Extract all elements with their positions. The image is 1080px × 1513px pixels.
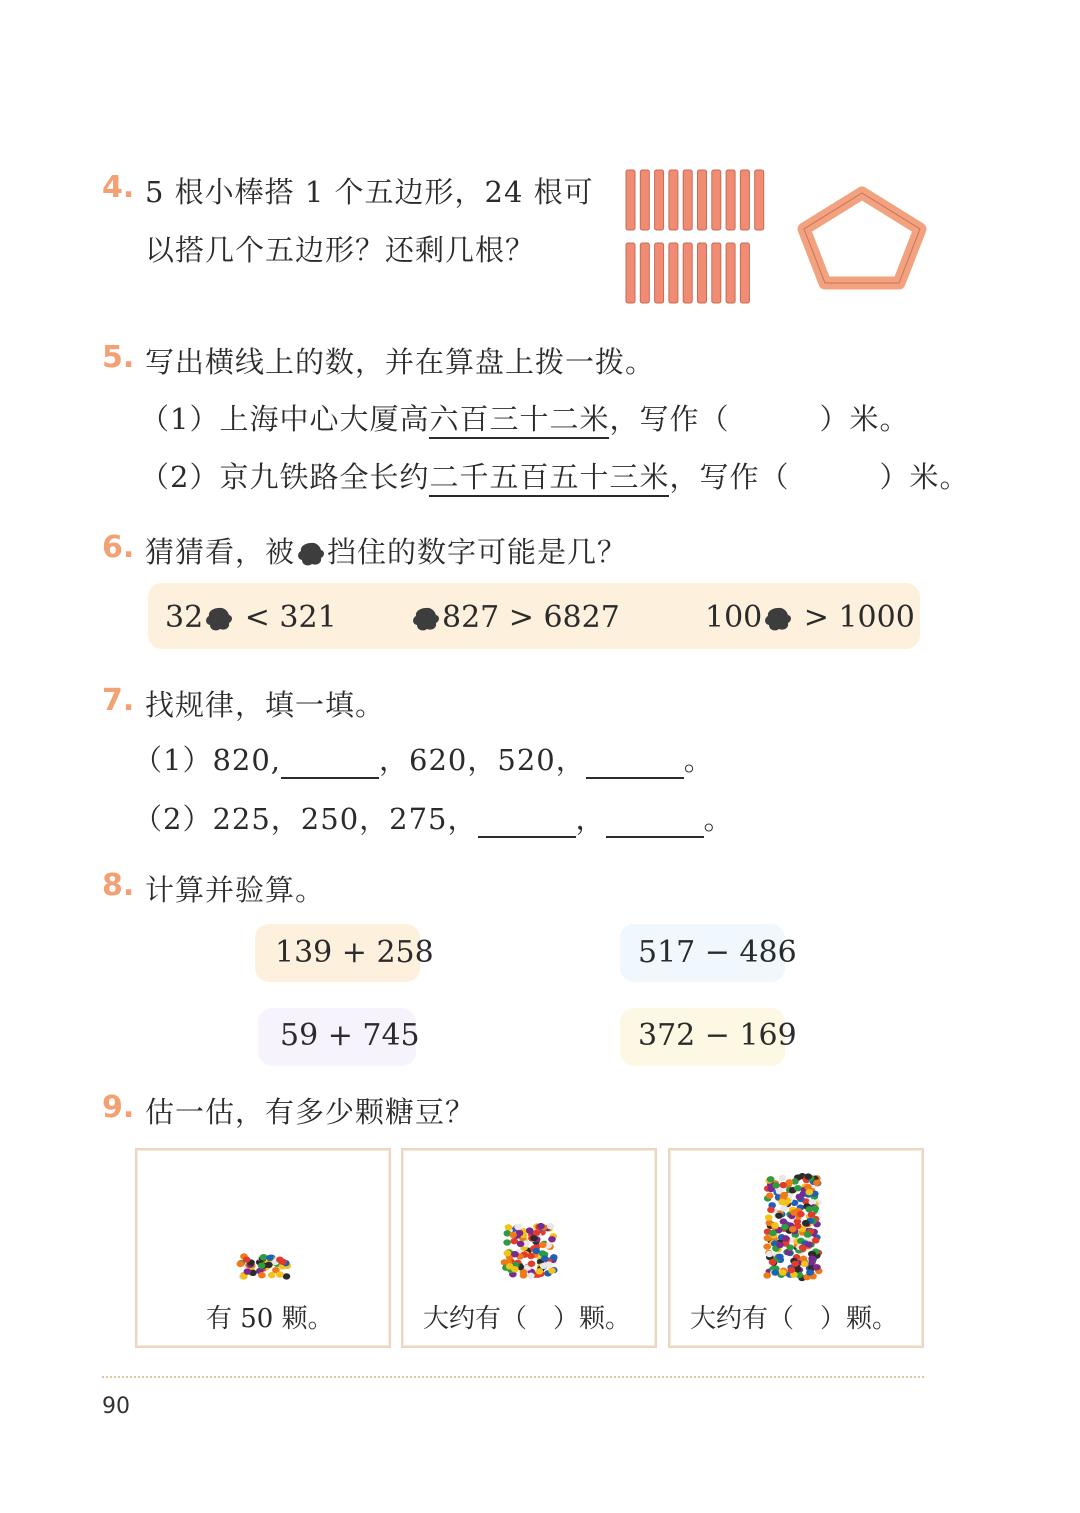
candy xyxy=(769,1259,777,1265)
candy xyxy=(771,1269,779,1275)
candy xyxy=(776,1242,784,1248)
candy xyxy=(767,1176,775,1182)
candy xyxy=(779,1175,787,1181)
caption-3[interactable]: 大约有（ ）颗。 xyxy=(690,1304,899,1334)
candy xyxy=(268,1272,276,1278)
candy xyxy=(276,1257,284,1263)
candy xyxy=(782,1235,790,1241)
stick xyxy=(698,170,707,230)
candy xyxy=(550,1254,558,1260)
candy xyxy=(541,1255,549,1261)
stick-row-1 xyxy=(626,170,764,230)
candy xyxy=(765,1214,773,1220)
item-2-end: 。 xyxy=(703,802,734,836)
question-5-title: 写出横线上的数，并在算盘上拨一拨。 xyxy=(145,345,656,379)
stick xyxy=(712,170,721,230)
candy xyxy=(767,1207,775,1213)
candy xyxy=(514,1224,522,1230)
candy xyxy=(786,1244,794,1250)
candy xyxy=(802,1220,810,1226)
candy xyxy=(503,1239,511,1245)
question-7-item-2 xyxy=(133,797,734,838)
expression-1-after: < 321 xyxy=(235,600,337,635)
expression-2-after: 827 > 6827 xyxy=(442,600,620,635)
candy xyxy=(530,1235,538,1241)
candy xyxy=(244,1268,252,1274)
item-1-blank-2[interactable] xyxy=(586,747,684,779)
stick xyxy=(755,170,764,230)
question-6-title xyxy=(145,530,627,571)
question-7-title: 找规律，填一填。 xyxy=(145,688,386,722)
candy xyxy=(258,1272,266,1278)
expression-2 xyxy=(410,600,620,635)
item-1-middle: ，620，520， xyxy=(379,743,586,777)
question-number-7: 7. xyxy=(102,683,135,718)
stick xyxy=(640,243,649,303)
stick xyxy=(669,170,678,230)
candy xyxy=(547,1223,555,1229)
calc-2: 517 − 486 xyxy=(638,935,797,970)
candy xyxy=(539,1242,547,1248)
candy xyxy=(781,1224,789,1230)
pentagon-illustration xyxy=(795,185,930,290)
candy xyxy=(804,1173,812,1179)
candy xyxy=(548,1236,556,1242)
item-1-prefix: （1）上海中心大厦高 xyxy=(140,402,430,436)
candy xyxy=(540,1263,548,1269)
candy-jar-large xyxy=(763,1172,823,1282)
question-5-item-1 xyxy=(140,397,909,438)
candy xyxy=(799,1244,807,1250)
candy xyxy=(812,1205,820,1211)
candy xyxy=(243,1256,251,1262)
stick xyxy=(626,243,635,303)
candy xyxy=(537,1223,545,1229)
question-4-text-line2: 以搭几个五边形？还剩几根？ xyxy=(145,233,536,267)
candy xyxy=(258,1262,266,1268)
stick xyxy=(640,170,649,230)
candy xyxy=(804,1231,812,1237)
question-number-8: 8. xyxy=(102,868,135,903)
page-number: 90 xyxy=(102,1394,130,1419)
candy xyxy=(504,1250,512,1256)
candy xyxy=(813,1264,821,1270)
candy xyxy=(532,1248,540,1254)
ink-blot-icon xyxy=(411,605,441,633)
expression-3-before: 100 xyxy=(705,600,763,635)
candy xyxy=(778,1199,786,1205)
stick xyxy=(726,170,735,230)
stick xyxy=(655,170,664,230)
candy xyxy=(779,1269,787,1275)
candy xyxy=(812,1237,820,1243)
candy xyxy=(806,1269,814,1275)
item-1-end: 。 xyxy=(683,743,714,777)
stick xyxy=(655,243,664,303)
expression-1-before: 32 xyxy=(165,600,204,635)
candy xyxy=(797,1211,805,1217)
candy-jar-small xyxy=(236,1252,292,1282)
candy xyxy=(527,1253,535,1259)
candy xyxy=(808,1211,816,1217)
calc-1: 139 + 258 xyxy=(275,935,434,970)
item-1-start: （1）820, xyxy=(133,743,282,777)
candy xyxy=(806,1189,814,1195)
stick xyxy=(626,170,635,230)
candy xyxy=(505,1224,513,1230)
question-6-title-part2: 挡住的数字可能是几？ xyxy=(327,535,628,569)
item-2-middle: ， xyxy=(575,802,606,836)
candy xyxy=(266,1255,274,1261)
expression-3-after: > 1000 xyxy=(794,600,915,635)
stick xyxy=(740,170,749,230)
calc-3: 59 + 745 xyxy=(280,1018,420,1053)
stick xyxy=(683,170,692,230)
question-7-item-1 xyxy=(133,738,714,779)
candy xyxy=(794,1185,802,1191)
candy xyxy=(283,1273,291,1279)
expression-1 xyxy=(165,600,337,635)
candy xyxy=(237,1261,245,1267)
sticks-illustration xyxy=(620,165,780,310)
caption-2[interactable]: 大约有（ ）颗。 xyxy=(423,1304,632,1334)
question-5-item-2 xyxy=(140,455,969,496)
stick xyxy=(712,243,721,303)
ink-blot-icon xyxy=(296,540,326,568)
candy xyxy=(548,1267,556,1273)
candy xyxy=(772,1182,780,1188)
candy xyxy=(791,1261,799,1267)
stick xyxy=(669,243,678,303)
calc-4: 372 − 169 xyxy=(638,1018,797,1053)
candy xyxy=(764,1235,772,1241)
caption-1: 有 50 颗。 xyxy=(206,1304,334,1334)
candy xyxy=(801,1261,809,1267)
stick xyxy=(698,243,707,303)
item-1-underlined-number: 六百三十二米 xyxy=(429,402,609,439)
candy-jar-medium xyxy=(500,1222,558,1280)
candy xyxy=(517,1241,525,1247)
stick xyxy=(740,243,749,303)
item-2-answer-blank[interactable]: ，写作（ ）米。 xyxy=(669,460,970,494)
candy xyxy=(528,1261,536,1267)
candy xyxy=(776,1254,784,1260)
question-number-6: 6. xyxy=(102,530,135,565)
item-2-blank-1[interactable] xyxy=(478,806,576,838)
candy xyxy=(769,1230,777,1236)
candy xyxy=(766,1193,774,1199)
candy xyxy=(276,1271,284,1277)
question-4-text-line1: 5 根小棒搭 1 个五边形，24 根可 xyxy=(145,175,594,209)
question-9-title: 估一估，有多少颗糖豆？ xyxy=(145,1095,476,1129)
candy xyxy=(788,1267,796,1273)
candy xyxy=(763,1272,771,1278)
candy xyxy=(780,1218,788,1224)
stick xyxy=(726,243,735,303)
question-number-9: 9. xyxy=(102,1090,135,1125)
item-2-underlined-number: 二千五百五十三米 xyxy=(429,460,669,497)
candy xyxy=(808,1255,816,1261)
ink-blot-icon xyxy=(763,605,793,633)
candy xyxy=(771,1222,779,1228)
item-1-answer-blank[interactable]: ，写作（ ）米。 xyxy=(609,402,910,436)
stick-row-2 xyxy=(626,243,749,303)
candy xyxy=(511,1266,519,1272)
footer-divider xyxy=(102,1376,924,1378)
question-number-5: 5. xyxy=(102,340,135,375)
stick xyxy=(683,243,692,303)
candy xyxy=(527,1273,535,1279)
candy xyxy=(526,1227,534,1233)
candy xyxy=(813,1180,821,1186)
candy xyxy=(780,1205,788,1211)
candy xyxy=(536,1268,544,1274)
question-8-title: 计算并验算。 xyxy=(145,873,326,907)
question-number-4: 4. xyxy=(102,170,135,205)
item-2-blank-2[interactable] xyxy=(606,806,704,838)
candy xyxy=(511,1251,519,1257)
candy xyxy=(796,1194,804,1200)
item-1-blank-1[interactable] xyxy=(281,747,379,779)
candy xyxy=(789,1226,797,1232)
candy xyxy=(520,1272,528,1278)
question-6-title-part1: 猜猜看，被 xyxy=(145,535,296,569)
item-2-prefix: （2）京九铁路全长约 xyxy=(140,460,430,494)
ink-blot-icon xyxy=(204,605,234,633)
candy xyxy=(805,1241,813,1247)
candy xyxy=(775,1212,783,1218)
candy xyxy=(260,1254,268,1260)
expression-3 xyxy=(705,600,915,635)
candy xyxy=(779,1182,787,1188)
candy xyxy=(509,1232,517,1238)
candy xyxy=(766,1251,774,1257)
item-2-start: （2）225，250，275， xyxy=(133,802,478,836)
